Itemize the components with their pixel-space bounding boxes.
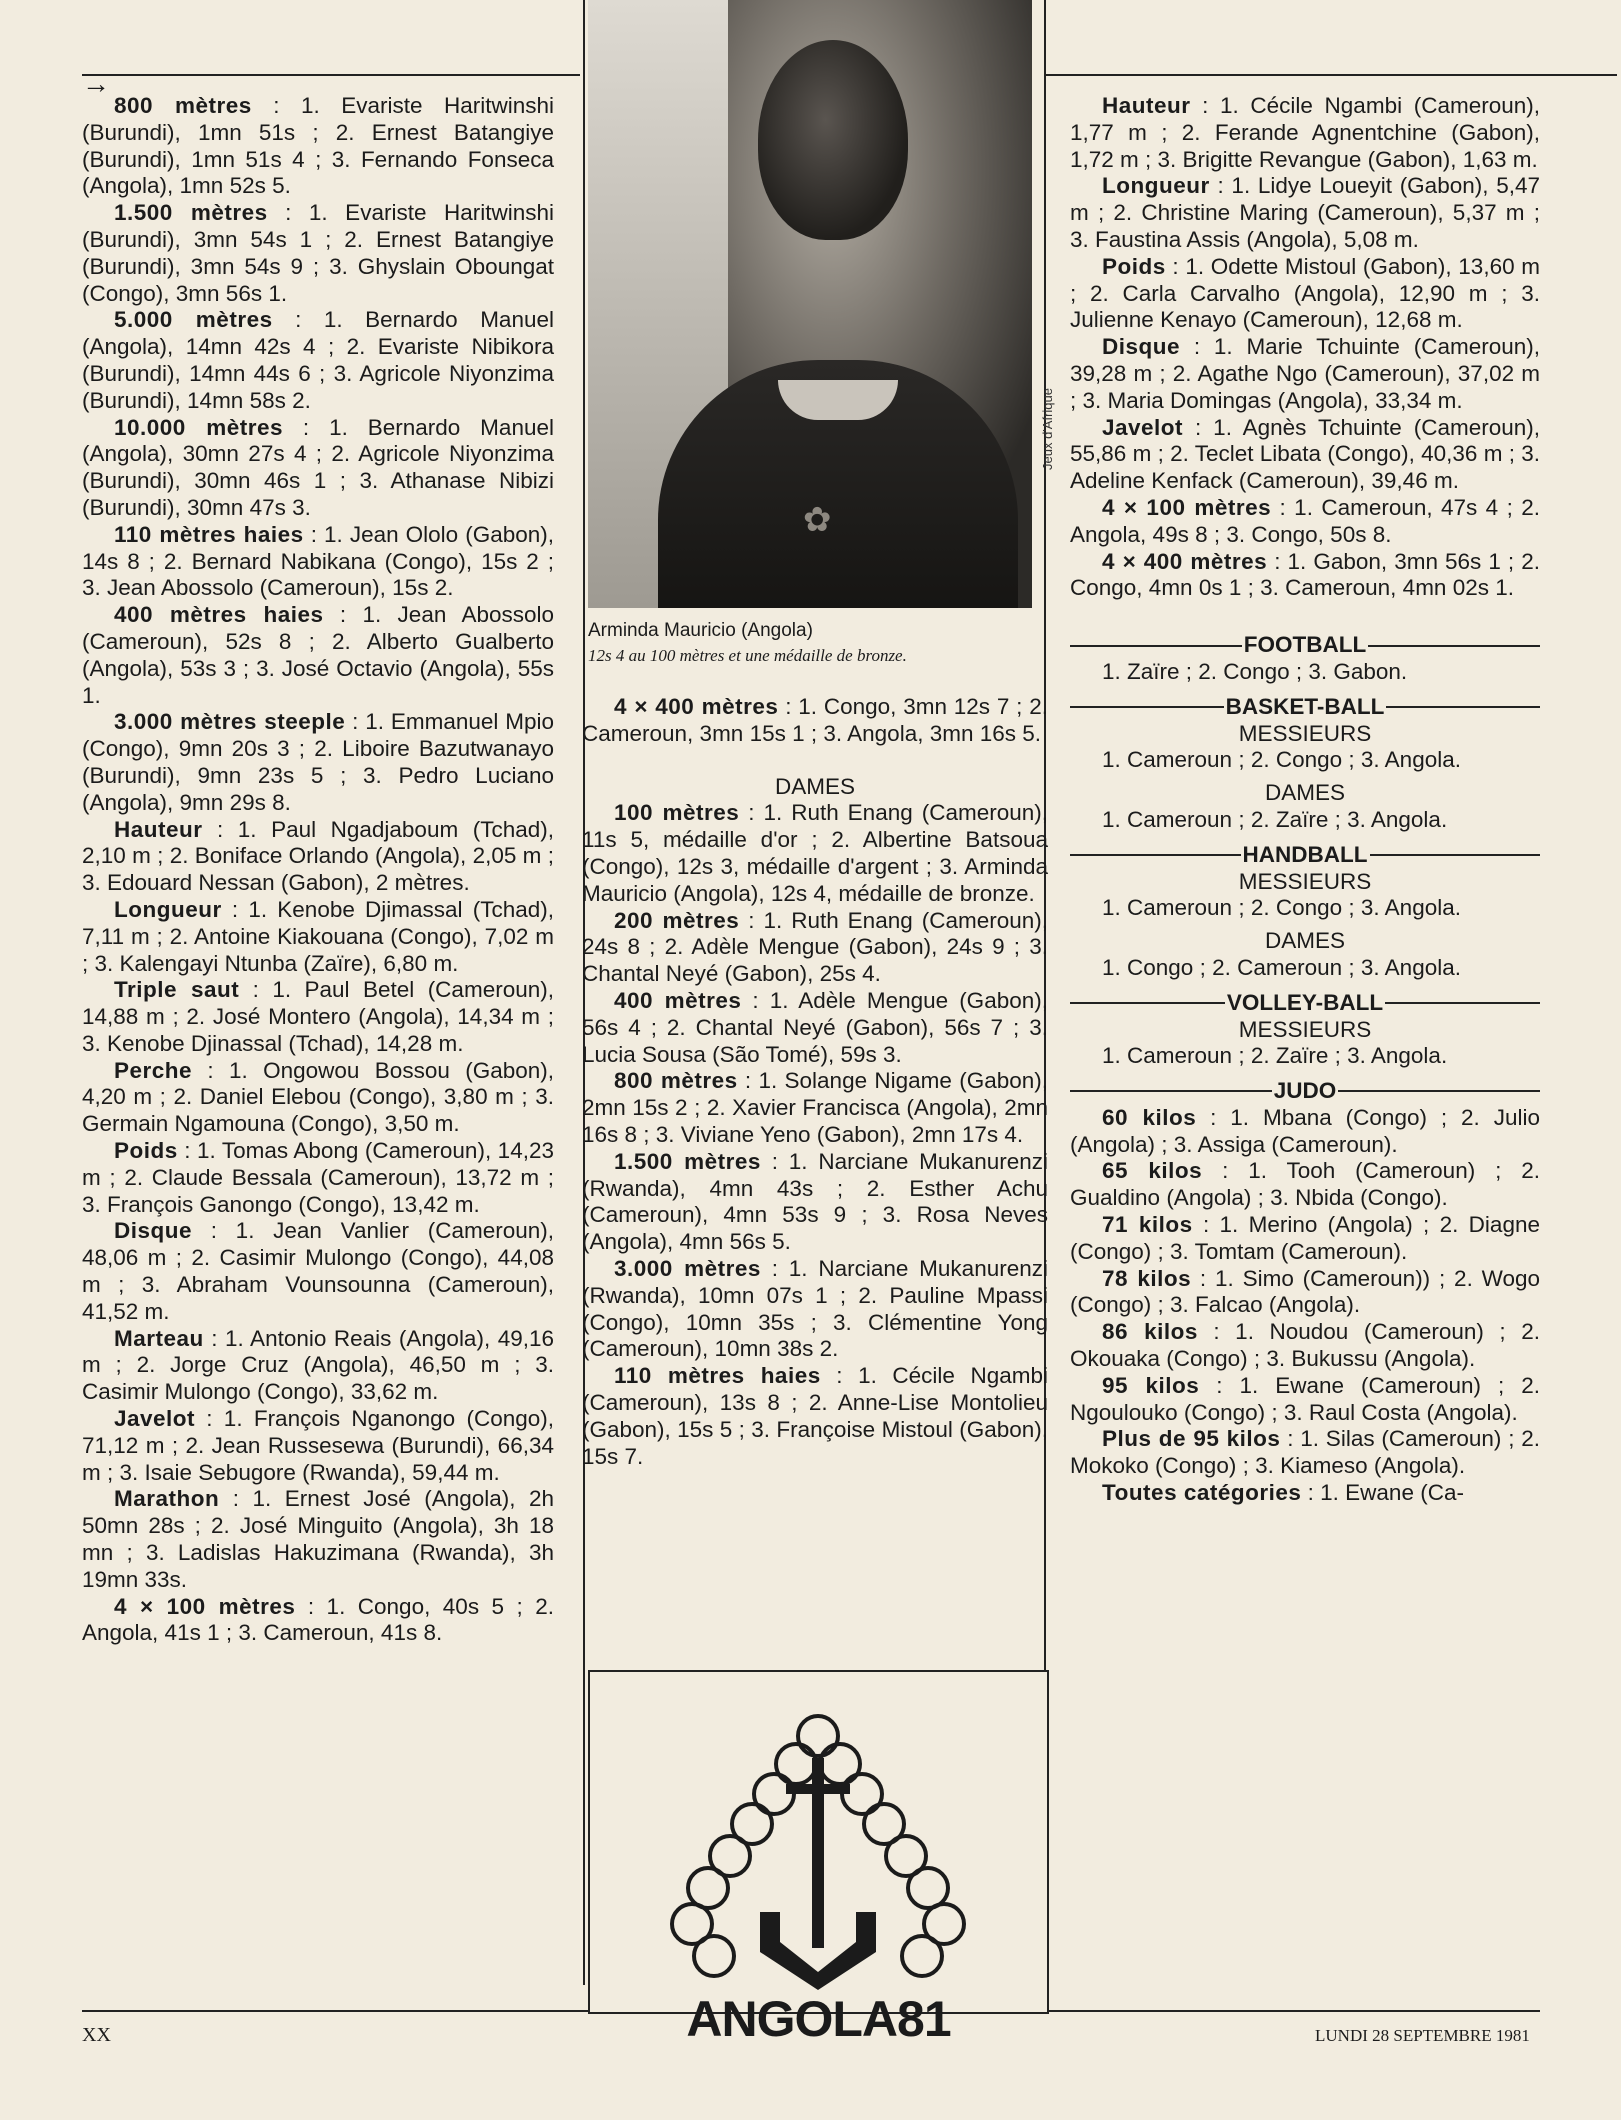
top-rule-right	[1044, 74, 1617, 76]
volleyball-men-result: 1. Cameroun ; 2. Zaïre ; 3. Angola.	[1102, 1043, 1448, 1069]
judo-entry: 71 kilos : 1. Merino (Angola) ; 2. Diagne (Congo) ; 3. Tomtam (Cameroun).	[1070, 1212, 1540, 1264]
result-entry: Javelot : 1. François Nganongo (Congo), 71,12 m ; 2. Jean Russesewa (Burundi), 66,34 m ; 3. Isaie Sebugore (Rwanda), 59,44 m.	[82, 1406, 554, 1485]
result-entry: Longueur : 1. Lidye Loueyit (Gabon), 5,47 m ; 2. Christine Maring (Cameroun), 5,37 m ; 3. Faustina Assis (Angola), 5,08 m.	[1070, 173, 1540, 252]
result-entry: 200 mètres : 1. Ruth Enang (Cameroun), 24s 8 ; 2. Adèle Mengue (Gabon), 24s 9 ; 3. Chantal Neyé (Gabon), 25s 4.	[582, 907, 1048, 987]
result-entry: Triple saut : 1. Paul Betel (Cameroun), 14,88 m ; 2. José Montero (Angola), 14,34 m ; 3. Kenobe Djinassal (Tchad), 14,28 m.	[82, 977, 554, 1056]
photo-caption-title: Arminda Mauricio (Angola)	[588, 620, 813, 641]
result-entry: Marteau : 1. Antonio Reais (Angola), 49,16 m ; 2. Jorge Cruz (Angola), 46,50 m ; 3. Casimir Mulongo (Congo), 33,62 m.	[82, 1325, 554, 1405]
photo-credit: Jeux d'Afrique	[1040, 388, 1055, 470]
logo-text: ANGOLA81	[686, 1991, 951, 2047]
result-entry: Javelot : 1. Agnès Tchuinte (Cameroun), 55,86 m ; 2. Teclet Libata (Congo), 40,36 m ; 3. Adeline Kenfack (Cameroun), 39,46 m.	[1070, 414, 1540, 494]
result-entry: Disque : 1. Jean Vanlier (Cameroun), 48,06 m ; 2. Casimir Mulongo (Congo), 44,08 m ; 3. Abraham Vounsounna (Cameroun), 41,52 m.	[82, 1218, 554, 1324]
result-entry: Hauteur : 1. Cécile Ngambi (Cameroun), 1,77 m ; 2. Ferande Agnentchine (Gabon), 1,72 m ; 3. Brigitte Revangue (Gabon), 1,63 m.	[1070, 93, 1540, 172]
result-entry: 400 mètres haies : 1. Jean Abossolo (Cameroun), 52s 8 ; 2. Alberto Gualberto (Angola), 53s 3 ; 3. José Octavio (Angola), 55s 1.	[82, 602, 554, 708]
result-entry: Hauteur : 1. Paul Ngadjaboum (Tchad), 2,10 m ; 2. Boniface Orlando (Angola), 2,05 m ; 3. Edouard Nessan (Gabon), 2 mètres.	[82, 816, 554, 896]
olympic-rings-anchor-icon	[590, 1672, 1047, 2012]
result-entry: 4 × 400 mètres : 1. Gabon, 3mn 56s 1 ; 2. Congo, 4mn 0s 1 ; 3. Cameroun, 4mn 02s 1.	[1070, 548, 1540, 601]
judo-entry: 78 kilos : 1. Simo (Cameroun)) ; 2. Wogo (Congo) ; 3. Falcao (Angola).	[1070, 1265, 1541, 1318]
judo-entry: 95 kilos : 1. Ewane (Cameroun) ; 2. Ngoulouko (Congo) ; 3. Raul Costa (Angola).	[1070, 1372, 1540, 1425]
result-entry: 1.500 mètres : 1. Narciane Mukanurenzi (Rwanda), 4mn 43s ; 2. Esther Achu (Cameroun), 4mn 53s 9 ; 3. Rosa Neves (Angola), 4mn 56s 5.	[582, 1148, 1048, 1255]
result-entry: Disque : 1. Marie Tchuinte (Cameroun), 39,28 m ; 2. Agathe Ngo (Cameroun), 37,02 m ; 3. Maria Domingas (Angola), 33,34 m.	[1070, 334, 1540, 413]
section-basketball: BASKET-BALL	[1070, 694, 1540, 721]
women-label: DAMES	[1264, 780, 1345, 806]
handball-women-result: 1. Congo ; 2. Cameroun ; 3. Angola.	[1102, 954, 1461, 980]
section-volleyball: VOLLEY-BALL	[1070, 990, 1540, 1017]
issue-date: LUNDI 28 SEPTEMBRE 1981	[1315, 2026, 1530, 2045]
result-entry: 100 mètres : 1. Ruth Enang (Cameroun), 11s 5, médaille d'or ; 2. Albertine Batsoua (Congo), 12s 3, médaille d'argent ; 3. Arminda Mauricio (Angola), 12s 4, médaille de bronze.	[582, 800, 1048, 906]
men-label: MESSIEURS	[1238, 1016, 1372, 1042]
men-label: MESSIEURS	[1238, 868, 1372, 894]
dames-heading: DAMES	[774, 773, 855, 799]
handball-men-result: 1. Cameroun ; 2. Congo ; 3. Angola.	[1102, 895, 1461, 921]
right-results-column	[1070, 93, 1540, 1507]
result-entry: 10.000 mètres : 1. Bernardo Manuel (Angola), 30mn 27s 4 ; 2. Agricole Niyonzima (Burundi), 30mn 46s 1 ; 3. Athanase Nibizi (Burundi), 30mn 47s 3.	[82, 414, 554, 520]
angola81-logo	[588, 1670, 1049, 2047]
result-entry: Poids : 1. Tomas Abong (Cameroun), 14,23 m ; 2. Claude Bessala (Cameroun), 13,72 m ; 3. François Ganongo (Congo), 13,42 m.	[82, 1138, 554, 1217]
result-entry: 400 mètres : 1. Adèle Mengue (Gabon), 56s 4 ; 2. Chantal Neyé (Gabon), 56s 7 ; 3. Lucia Sousa (São Tomé), 59s 3.	[582, 987, 1048, 1067]
result-entry: 110 mètres haies : 1. Cécile Ngambi (Cameroun), 13s 8 ; 2. Anne-Lise Montolieu (Gabon), 15s 5 ; 3. Françoise Mistoul (Gabon), 15s 7.	[582, 1363, 1048, 1469]
result-entry: 1.500 mètres : 1. Evariste Haritwinshi (Burundi), 3mn 54s 1 ; 2. Ernest Batangiye (Burundi), 3mn 54s 9 ; 3. Ghyslain Oboungat (Congo), 3mn 56s 1.	[82, 200, 555, 306]
result-entry: 3.000 mètres steeple : 1. Emmanuel Mpio (Congo), 9mn 20s 3 ; 2. Liboire Bazutwanayo (Burundi), 9mn 23s 5 ; 3. Pedro Luciano (Angola), 9mn 29s 8.	[82, 709, 554, 815]
result-entry: 5.000 mètres : 1. Bernardo Manuel (Angola), 14mn 42s 4 ; 2. Evariste Nibikora (Burundi), 14mn 44s 6 ; 3. Agricole Niyonzima (Burundi), 14mn 58s 2.	[82, 307, 554, 413]
photo-caption-text: 12s 4 au 100 mètres et une médaille de bronze.	[588, 646, 907, 665]
basketball-women-result: 1. Cameroun ; 2. Zaïre ; 3. Angola.	[1102, 806, 1448, 832]
result-entry: Longueur : 1. Kenobe Djimassal (Tchad), 7,11 m ; 2. Antoine Kiakouana (Congo), 7,02 m ; 3. Kalengayi Ntunba (Zaïre), 6,80 m.	[82, 896, 554, 976]
result-entry: 4 × 400 mètres : 1. Congo, 3mn 12s 7 ; 2. Cameroun, 3mn 15s 1 ; 3. Angola, 3mn 16s 5.	[582, 694, 1048, 746]
judo-entry: Toutes catégories : 1. Ewane (Ca-	[1102, 1480, 1464, 1506]
judo-entry: Plus de 95 kilos : 1. Silas (Cameroun) ; 2. Mokoko (Congo) ; 3. Kiameso (Angola).	[1070, 1426, 1540, 1479]
result-entry: Poids : 1. Odette Mistoul (Gabon), 13,60 m ; 2. Carla Carvalho (Angola), 12,90 m ; 3. Julienne Kenayo (Cameroun), 12,68 m.	[1070, 253, 1540, 333]
section-handball: HANDBALL	[1070, 842, 1540, 869]
left-results-column	[82, 93, 554, 1647]
women-label: DAMES	[1264, 928, 1345, 954]
judo-entry: 60 kilos : 1. Mbana (Congo) ; 2. Julio (Angola) ; 3. Assiga (Cameroun).	[1070, 1104, 1540, 1157]
result-entry: 3.000 mètres : 1. Narciane Mukanurenzi (Rwanda), 10mn 07s 1 ; 2. Pauline Mpassi (Congo), 10mn 35s ; 3. Clémentine Yong (Cameroun), 10mn 38s 2.	[582, 1255, 1048, 1362]
judo-entry: 65 kilos : 1. Tooh (Cameroun) ; 2. Gualdino (Angola) ; 3. Nbida (Congo).	[1070, 1158, 1540, 1211]
result-entry: Perche : 1. Ongowou Bossou (Gabon), 4,20 m ; 2. Daniel Elebou (Congo), 3,80 m ; 3. Germain Ngamouna (Congo), 3,50 m.	[82, 1057, 554, 1137]
continuation-arrow-icon: →	[82, 68, 110, 99]
football-result: 1. Zaïre ; 2. Congo ; 3. Gabon.	[1102, 658, 1408, 684]
result-entry: 4 × 100 mètres : 1. Congo, 40s 5 ; 2. Angola, 41s 1 ; 3. Cameroun, 41s 8.	[82, 1593, 554, 1646]
section-judo: JUDO	[1070, 1078, 1540, 1105]
middle-results-column	[582, 694, 1048, 1470]
athlete-photo	[588, 0, 1032, 608]
section-football: FOOTBALL	[1070, 632, 1540, 659]
result-entry: 4 × 100 mètres : 1. Cameroun, 47s 4 ; 2. Angola, 49s 8 ; 3. Congo, 50s 8.	[1070, 494, 1540, 547]
top-rule-left	[82, 74, 580, 76]
jacket-logo-icon: ✿	[803, 501, 832, 539]
page-number: XX	[82, 2024, 111, 2046]
basketball-men-result: 1. Cameroun ; 2. Congo ; 3. Angola.	[1102, 747, 1461, 773]
result-entry: 800 mètres : 1. Evariste Haritwinshi (Burundi), 1mn 51s ; 2. Ernest Batangiye (Burundi), 1mn 51s 4 ; 3. Fernando Fonseca (Angola), 1mn 52s 5.	[82, 93, 555, 199]
result-entry: Marathon : 1. Ernest José (Angola), 2h 50mn 28s ; 2. José Minguito (Angola), 3h 18 mn ; 3. Ladislas Hakuzimana (Rwanda), 3h 19mn 33s.	[82, 1486, 554, 1592]
men-label: MESSIEURS	[1238, 720, 1372, 746]
judo-entry: 86 kilos : 1. Noudou (Cameroun) ; 2. Okouaka (Congo) ; 3. Bukussu (Angola).	[1070, 1319, 1540, 1372]
result-entry: 800 mètres : 1. Solange Nigame (Gabon), 2mn 15s 2 ; 2. Xavier Francisca (Angola), 2mn 16s 8 ; 3. Viviane Yeno (Gabon), 2mn 17s 4.	[582, 1068, 1049, 1147]
result-entry: 110 mètres haies : 1. Jean Ololo (Gabon), 14s 8 ; 2. Bernard Nabikana (Congo), 15s 2 ; 3. Jean Abossolo (Cameroun), 15s 2.	[82, 521, 554, 601]
